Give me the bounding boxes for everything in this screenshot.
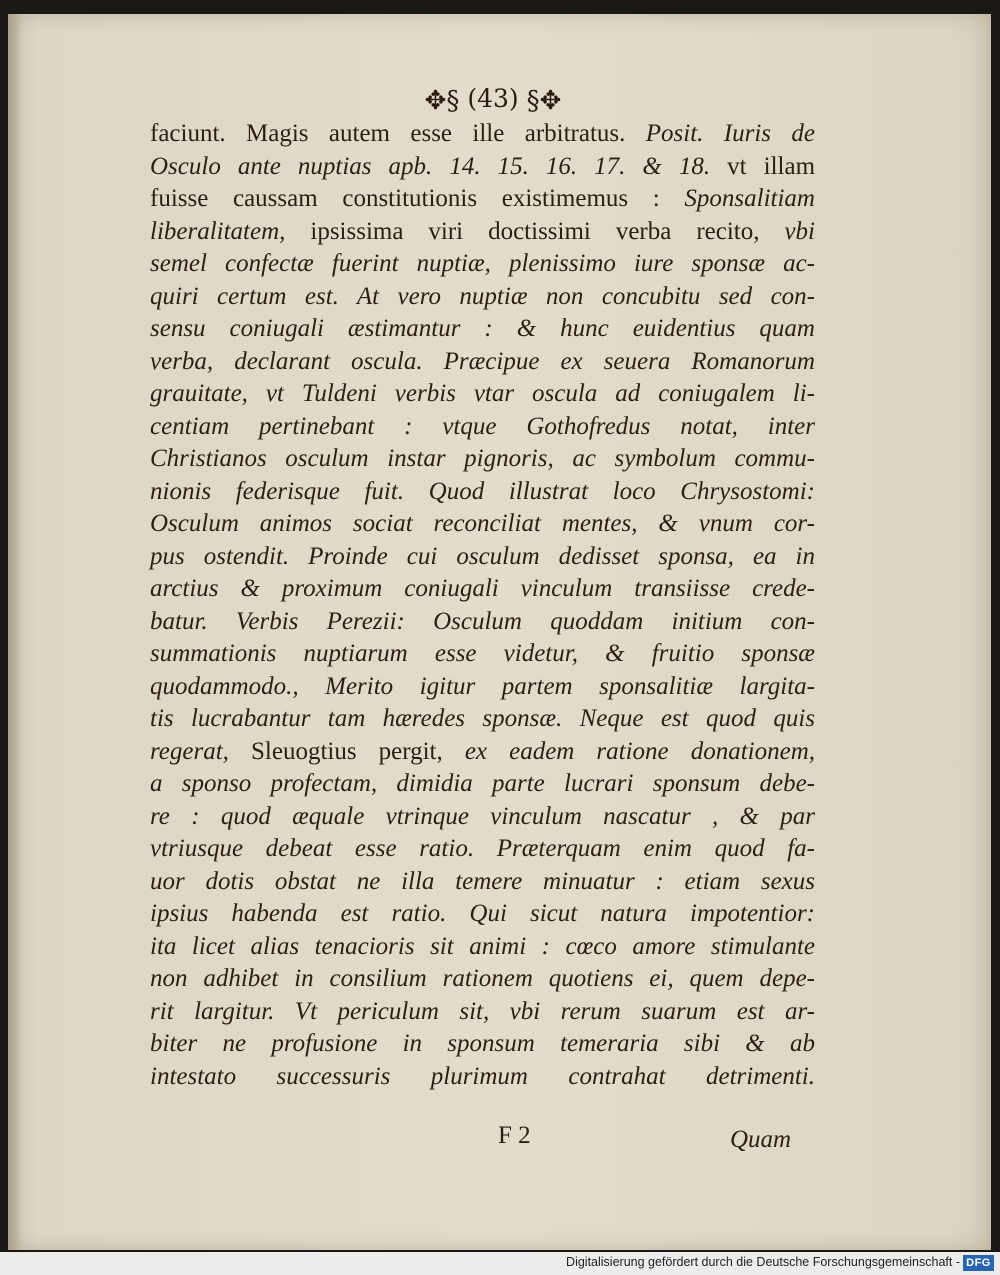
text-segment: Christianos osculum instar pignoris, ac symbolum commu- bbox=[150, 445, 815, 472]
text-segment: ipsius habenda est ratio. Qui sicut natura impotentior: bbox=[150, 900, 815, 927]
book-page bbox=[8, 14, 991, 1250]
funding-credit: Digitalisierung gefördert durch die Deutsche Forschungsgemeinschaft - bbox=[566, 1255, 960, 1269]
text-segment: tis lucrabantur tam hæredes sponsæ. Neque est quod quis bbox=[150, 705, 815, 732]
text-line bbox=[150, 866, 815, 899]
text-segment: rit largitur. Vt periculum sit, vbi rerum suarum est ar- bbox=[150, 997, 815, 1025]
text-segment: semel confectæ fuerint nuptiæ, plenissimo iure sponsæ ac- bbox=[150, 250, 815, 277]
text-segment: pus ostendit. Proinde cui osculum dedisset sponsa, ea in bbox=[150, 542, 815, 570]
text-segment: centiam pertinebant : vtque Gothofredus notat, inter bbox=[150, 412, 815, 440]
text-segment: ita licet alias tenacioris sit animi : cœco amore stimulante bbox=[150, 932, 815, 960]
text-segment: intestato successuris plurimum contrahat detrimenti. bbox=[150, 1062, 815, 1090]
text-segment: non adhibet in consilium rationem quotiens ei, quem depe- bbox=[150, 965, 815, 992]
text-segment: Posit. Iuris de bbox=[645, 120, 815, 147]
text-line bbox=[150, 801, 815, 834]
text-segment: vbi bbox=[784, 217, 815, 245]
dfg-logo-icon: DFG bbox=[963, 1255, 994, 1271]
text-line bbox=[150, 183, 815, 216]
text-segment: vt illam bbox=[710, 152, 816, 180]
body-text bbox=[150, 118, 815, 1093]
text-segment: arctius & proximum coniugali vinculum transiisse crede- bbox=[150, 575, 815, 602]
text-segment: uor dotis obstat ne illa temere minuatur : etiam sexus bbox=[150, 867, 815, 895]
text-line bbox=[150, 378, 815, 411]
text-segment: vtriusque debeat esse ratio. Prӕterquam enim quod fa- bbox=[150, 835, 815, 862]
text-segment: ipsissima viri doctissimi verba recito, bbox=[285, 217, 785, 245]
catchword: Quam bbox=[730, 1126, 792, 1153]
text-line bbox=[150, 931, 815, 964]
ornament-right-icon: §✥ bbox=[526, 86, 562, 116]
text-segment: regerat, bbox=[150, 737, 229, 765]
text-line bbox=[150, 996, 815, 1029]
text-line bbox=[150, 898, 815, 931]
text-segment: batur. Verbis Perezii: Osculum quoddam initium con- bbox=[150, 607, 815, 635]
text-line bbox=[150, 346, 815, 379]
text-line bbox=[150, 638, 815, 671]
text-line bbox=[150, 1028, 815, 1061]
signature-mark: F 2 bbox=[498, 1122, 531, 1149]
text-line bbox=[150, 508, 815, 541]
text-line bbox=[150, 833, 815, 866]
text-segment: biter ne profusione in sponsum temeraria sibi & ab bbox=[150, 1030, 815, 1057]
text-line bbox=[150, 313, 815, 346]
text-line bbox=[150, 606, 815, 639]
text-segment: verba, declarant oscula. Præcipue ex seuera Romanorum bbox=[150, 347, 815, 375]
text-line bbox=[150, 768, 815, 801]
text-segment: quiri certum est. At vero nuptiæ non concubitu sed con- bbox=[150, 282, 815, 310]
text-segment: nionis federisque fuit. Quod illustrat loco Chrysostomi: bbox=[150, 477, 815, 505]
text-segment: faciunt. Magis autem esse ille arbitratus. bbox=[150, 120, 646, 147]
text-segment: Osculum animos sociat reconciliat mentes, & vnum cor- bbox=[150, 510, 815, 537]
text-line bbox=[150, 736, 815, 769]
text-segment: ex eadem ratione donationem, bbox=[464, 737, 815, 765]
text-segment: Sleuogtius pergit, bbox=[228, 737, 465, 765]
text-line bbox=[150, 541, 815, 574]
footer-bar bbox=[0, 1252, 1000, 1275]
text-line bbox=[150, 671, 815, 704]
page-number bbox=[403, 84, 583, 116]
text-line bbox=[150, 573, 815, 606]
text-line bbox=[150, 281, 815, 314]
text-segment: quodammodo., Merito igitur partem sponsalitiæ largita- bbox=[150, 672, 815, 700]
text-segment: summationis nuptiarum esse videtur, & fruitio sponsæ bbox=[150, 640, 815, 667]
text-segment: re : quod æquale vtrinque vinculum nascatur , & par bbox=[150, 802, 815, 830]
text-line bbox=[150, 248, 815, 281]
text-line bbox=[150, 151, 815, 184]
text-line bbox=[150, 118, 815, 151]
text-segment: a sponso profectam, dimidia parte lucrari sponsum debe- bbox=[150, 770, 815, 797]
text-segment: Sponsalitiam bbox=[684, 185, 815, 212]
text-segment: liberalitatem, bbox=[150, 217, 286, 245]
text-segment: sensu coniugali æstimantur : & hunc euidentius quam bbox=[150, 315, 815, 342]
text-line bbox=[150, 703, 815, 736]
text-line bbox=[150, 216, 815, 249]
text-line bbox=[150, 476, 815, 509]
text-line bbox=[150, 1061, 815, 1094]
text-segment: grauitate, vt Tuldeni verbis vtar oscula ad coniugalem li- bbox=[150, 380, 815, 407]
text-line bbox=[150, 411, 815, 444]
ornament-left-icon: ✥§ bbox=[424, 86, 460, 116]
text-line bbox=[150, 963, 815, 996]
text-segment: Osculo ante nuptias apb. 14. 15. 16. 17. & 18. bbox=[150, 152, 711, 180]
page-number-value: (43) bbox=[467, 84, 519, 113]
text-segment: fuisse caussam constitutionis existimemus : bbox=[150, 185, 685, 212]
text-line bbox=[150, 443, 815, 476]
